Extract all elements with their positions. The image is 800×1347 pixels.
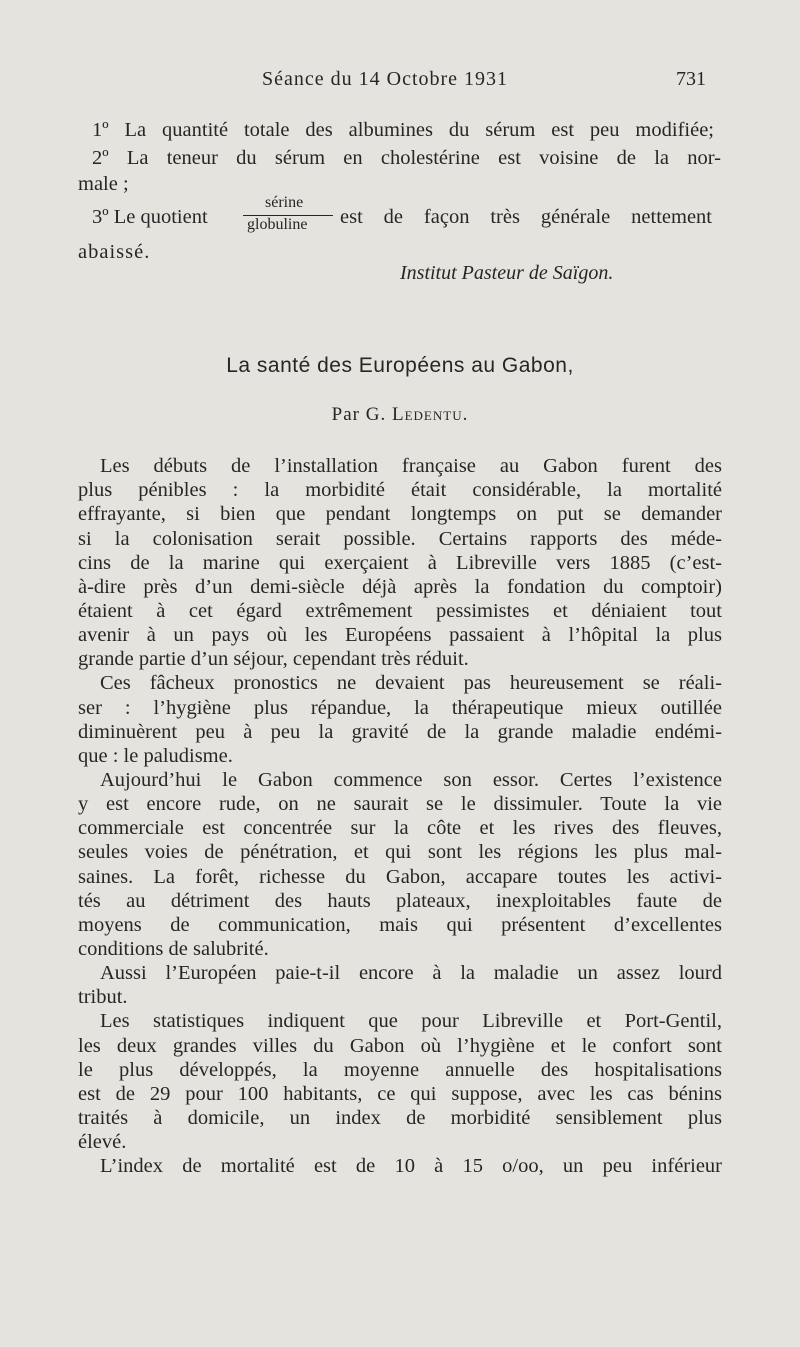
body-line: y est encore rude, on ne saurait se le dissimuler. Toute la vie (78, 793, 722, 816)
body-line: Aujourd’hui le Gabon commence son essor. Certes l’existence (100, 769, 722, 791)
conclusion-line-1: 1º La quantité totale des albumines du sérum est peu modifiée; (92, 119, 714, 141)
conclusion-line-2: 2º La teneur du sérum en cholestérine est voisine de la nor- (92, 147, 721, 169)
conclusion-line-5: abaissé. (78, 241, 151, 263)
conclusion-line-4-start: 3º Le quotient (92, 206, 208, 228)
body-line: étaient à cet égard extrêmement pessimistes et déniaient tout (78, 599, 722, 622)
body-line: moyens de communication, mais qui présentent d’excellentes (78, 913, 722, 936)
body-line: tribut. (78, 986, 128, 1009)
body-line: si la colonisation serait possible. Certains rapports des méde- (78, 527, 722, 550)
body-line: conditions de salubrité. (78, 938, 269, 960)
body-line: avenir à un pays où les Européens passaient à l’hôpital la plus (78, 624, 722, 646)
body-line: diminuèrent peu à peu la gravité de la grande maladie endémi- (78, 720, 722, 743)
article-title: La santé des Européens au Gabon, (226, 354, 574, 377)
body-line: traités à domicile, un index de morbidité sensiblement plus (78, 1107, 722, 1129)
body-line: Ces fâcheux pronostics ne devaient pas heureusement se réali- (100, 672, 722, 695)
institution-signature: Institut Pasteur de Saïgon. (400, 262, 614, 284)
body-line: saines. La forêt, richesse du Gabon, accapare toutes les activi- (78, 865, 722, 888)
body-line: ser : l’hygiène plus répandue, la thérapeutique mieux outillée (78, 696, 722, 719)
body-line: grande partie d’un séjour, cependant très réduit. (78, 648, 469, 671)
byline-author: Ledentu. (391, 404, 469, 425)
body-line: Les statistiques indiquent que pour Libreville et Port-Gentil, (100, 1010, 722, 1033)
body-line: commerciale est concentrée sur la côte et les rives des fleuves, (78, 817, 722, 840)
body-line: le plus développés, la moyenne annuelle des hospitalisations (78, 1058, 722, 1081)
body-line: seules voies de pénétration, et qui sont les régions les plus mal- (78, 841, 722, 864)
conclusion-line-3: male ; (78, 173, 129, 195)
body-line: tés au détriment des hauts plateaux, inexploitables faute de (78, 889, 722, 912)
running-title: Séance du 14 Octobre 1931 (262, 68, 509, 90)
body-line: L’index de mortalité est de 10 à 15 o/oo, un peu inférieur (100, 1155, 722, 1178)
body-line: est de 29 pour 100 habitants, ce qui suppose, avec les cas bénins (78, 1082, 722, 1105)
page-header (0, 68, 800, 98)
body-line: cins de la marine qui exerçaient à Libreville vers 1885 (c’est- (78, 551, 722, 574)
fraction-denominator: globuline (247, 216, 308, 233)
body-line: Les débuts de l’installation française au Gabon furent des (100, 455, 722, 477)
body-line: plus pénibles : la morbidité était considérable, la mortalité (78, 479, 722, 502)
body-line: à-dire près d’un demi-siècle déjà après la fondation du comptoir) (78, 575, 722, 598)
body-line: Aussi l’Européen paie-t-il encore à la maladie un assez lourd (100, 962, 722, 985)
body-line: élevé. (78, 1131, 127, 1154)
body-line: effrayante, si bien que pendant longtemps on put se demander (78, 503, 722, 526)
page-number: 731 (676, 68, 706, 90)
body-line: que : le paludisme. (78, 744, 233, 767)
body-line: les deux grandes villes du Gabon où l’hygiène et le confort sont (78, 1034, 722, 1057)
byline-prefix: Par G. (331, 404, 387, 425)
fraction-numerator: sérine (265, 194, 304, 211)
conclusion-line-4-end: est de façon très générale nettement (340, 206, 712, 228)
article-byline (0, 404, 800, 426)
